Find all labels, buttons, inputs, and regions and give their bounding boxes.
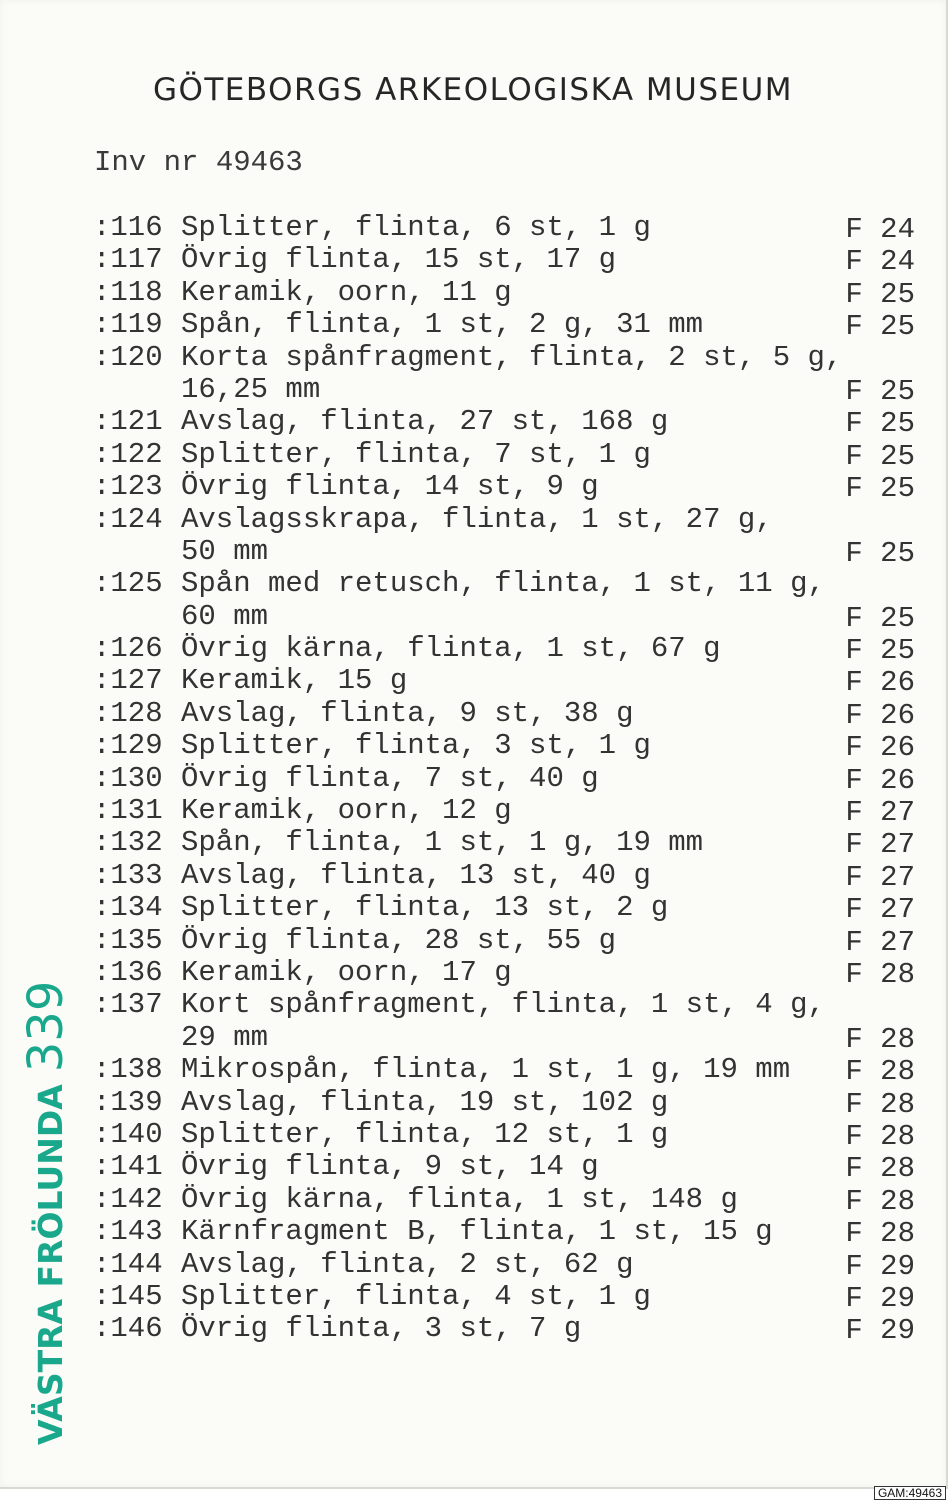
entry-description: Splitter, flinta, 13 st, 2 g — [181, 891, 669, 925]
entry-description: 60 mm — [181, 599, 269, 633]
entry-description: Avslag, flinta, 9 st, 38 g — [181, 696, 634, 730]
stamp-number: 339 — [18, 980, 74, 1073]
entry-description: Keramik, oorn, 17 g — [181, 955, 512, 989]
entry-number: :133 — [93, 858, 163, 892]
list-item — [93, 891, 923, 927]
entry-location: F 27 — [845, 828, 915, 862]
list-item — [93, 1281, 923, 1313]
list-item — [93, 277, 923, 309]
entry-location: F 27 — [845, 893, 915, 927]
entry-number: :128 — [93, 696, 163, 730]
list-item — [93, 243, 923, 279]
entry-location: F 29 — [845, 1281, 915, 1315]
entry-description: Avslag, flinta, 2 st, 62 g — [181, 1247, 634, 1281]
list-item — [93, 470, 923, 506]
list-item — [93, 212, 923, 244]
entry-number: :136 — [93, 955, 163, 989]
entry-description: Övrig kärna, flinta, 1 st, 148 g — [181, 1182, 738, 1216]
entry-description: Spån med retusch, flinta, 1 st, 11 g, — [181, 567, 825, 601]
entry-location: F 25 — [845, 310, 915, 344]
entry-description: 16,25 mm — [181, 372, 321, 406]
list-item — [93, 794, 923, 830]
entry-number: :144 — [93, 1247, 163, 1281]
entry-number: :131 — [93, 794, 163, 828]
entry-location: F 28 — [845, 957, 915, 991]
site-stamp — [18, 981, 74, 1445]
entry-description: Kärnfragment B, flinta, 1 st, 15 g — [181, 1215, 773, 1249]
entry-number: :122 — [93, 437, 163, 471]
entry-description: Avslagsskrapa, flinta, 1 st, 27 g, — [181, 502, 773, 536]
entry-number: :117 — [93, 243, 163, 277]
entry-location: F 28 — [845, 1152, 915, 1186]
entry-description: Mikrospån, flinta, 1 st, 1 g, 19 mm — [181, 1053, 791, 1087]
list-item — [93, 1150, 923, 1186]
entry-number: :145 — [93, 1279, 163, 1313]
entry-location: F 28 — [845, 1184, 915, 1218]
list-item — [93, 1312, 923, 1348]
list-item — [93, 989, 923, 1021]
list-item — [93, 504, 923, 536]
list-item — [93, 1184, 923, 1216]
entry-number: :116 — [93, 211, 163, 244]
entry-number: :121 — [93, 405, 163, 439]
entry-location: F 25 — [845, 601, 915, 635]
entry-description: Spån, flinta, 1 st, 2 g, 31 mm — [181, 308, 704, 342]
list-item — [93, 698, 923, 730]
entry-location: F 28 — [845, 1087, 915, 1121]
list-item — [93, 763, 923, 795]
entry-location: F 26 — [845, 731, 915, 765]
list-item — [93, 1022, 923, 1054]
entry-number: :134 — [93, 891, 163, 925]
entry-number: :123 — [93, 470, 163, 504]
entry-number: :119 — [93, 308, 163, 342]
list-item — [93, 664, 923, 700]
entry-number: :142 — [93, 1182, 163, 1216]
entry-location: F 25 — [845, 407, 915, 441]
entry-description: 50 mm — [181, 534, 269, 568]
list-item — [93, 1249, 923, 1281]
list-item — [93, 957, 923, 989]
list-item — [93, 536, 923, 568]
entry-location: F 28 — [845, 1055, 915, 1089]
entry-description: Keramik, 15 g — [181, 664, 408, 698]
entry-number: :135 — [93, 923, 163, 957]
entry-number: :118 — [93, 275, 163, 309]
entry-description: Splitter, flinta, 6 st, 1 g — [181, 211, 651, 244]
museum-heading: GÖTEBORGS ARKEOLOGISKA MUSEUM — [152, 72, 794, 108]
entry-number: :130 — [93, 761, 163, 795]
entry-description: Keramik, oorn, 12 g — [181, 794, 512, 828]
entry-description: Avslag, flinta, 27 st, 168 g — [181, 405, 669, 439]
entry-number: :141 — [93, 1150, 163, 1184]
entry-description: Övrig flinta, 14 st, 9 g — [181, 470, 599, 504]
list-item — [93, 1215, 923, 1251]
entry-location: F 25 — [845, 439, 915, 473]
entry-location: F 24 — [845, 245, 915, 279]
entry-location: F 28 — [845, 1119, 915, 1153]
entry-number: :120 — [93, 340, 163, 374]
list-item — [93, 405, 923, 441]
entry-location: F 25 — [845, 374, 915, 408]
entry-description: Övrig flinta, 9 st, 14 g — [181, 1150, 599, 1184]
list-item — [93, 601, 923, 633]
entry-number: :146 — [93, 1312, 163, 1346]
entry-description: Korta spånfragment, flinta, 2 st, 5 g, — [181, 340, 843, 374]
entry-number: :143 — [93, 1215, 163, 1249]
entry-description: Avslag, flinta, 19 st, 102 g — [181, 1085, 669, 1119]
entry-description: Splitter, flinta, 4 st, 1 g — [181, 1279, 651, 1313]
list-item — [93, 632, 923, 668]
inventory-number: Inv nr 49463 — [94, 146, 303, 179]
list-item — [93, 729, 923, 765]
entry-location: F 27 — [845, 925, 915, 959]
entry-number: :137 — [93, 988, 163, 1022]
entry-number: :140 — [93, 1117, 163, 1151]
entry-description: Övrig flinta, 15 st, 17 g — [181, 243, 617, 277]
list-item — [93, 374, 923, 406]
entry-number: :129 — [93, 729, 163, 763]
entry-description: Övrig kärna, flinta, 1 st, 67 g — [181, 632, 721, 666]
entry-description: Splitter, flinta, 12 st, 1 g — [181, 1117, 669, 1151]
list-item — [93, 342, 923, 374]
entry-description: 29 mm — [181, 1020, 269, 1054]
entry-number: :125 — [93, 567, 163, 601]
list-item — [93, 826, 923, 862]
list-item — [93, 1053, 923, 1089]
entry-description: Övrig flinta, 7 st, 40 g — [181, 761, 599, 795]
entry-number: :138 — [93, 1053, 163, 1087]
entry-number: :127 — [93, 664, 163, 698]
list-item — [93, 925, 923, 957]
entry-location: F 25 — [845, 472, 915, 506]
entry-description: Avslag, flinta, 13 st, 40 g — [181, 858, 651, 892]
entry-location: F 25 — [845, 277, 915, 311]
entry-description: Övrig flinta, 3 st, 7 g — [181, 1312, 582, 1346]
entry-location: F 28 — [845, 1022, 915, 1056]
entry-description: Kort spånfragment, flinta, 1 st, 4 g, — [181, 988, 825, 1022]
list-item — [93, 1119, 923, 1151]
archive-id-label: GAM:49463 — [874, 1486, 946, 1500]
entry-location: F 25 — [845, 634, 915, 668]
entry-number: :132 — [93, 826, 163, 860]
entry-number: :139 — [93, 1085, 163, 1119]
entry-description: Splitter, flinta, 3 st, 1 g — [181, 729, 651, 763]
list-item — [93, 568, 923, 600]
entry-description: Splitter, flinta, 7 st, 1 g — [181, 437, 651, 471]
entry-list — [93, 212, 923, 1346]
entry-description: Spån, flinta, 1 st, 1 g, 19 mm — [181, 826, 704, 860]
entry-description: Övrig flinta, 28 st, 55 g — [181, 923, 617, 957]
list-item — [93, 860, 923, 892]
list-item — [93, 308, 923, 344]
entry-number: :124 — [93, 502, 163, 536]
entry-location: F 27 — [845, 860, 915, 894]
entry-location: F 28 — [845, 1217, 915, 1251]
entry-location: F 29 — [845, 1314, 915, 1348]
entry-location: F 26 — [845, 666, 915, 700]
list-item — [93, 1087, 923, 1119]
entry-location: F 24 — [845, 213, 915, 246]
entry-location: F 25 — [845, 536, 915, 570]
entry-location: F 26 — [845, 698, 915, 732]
entry-location: F 26 — [845, 763, 915, 797]
entry-location: F 29 — [845, 1249, 915, 1283]
entry-number: :126 — [93, 632, 163, 666]
stamp-site-name: VÄSTRA FRÖLUNDA — [31, 1084, 70, 1445]
list-item — [93, 439, 923, 471]
entry-location: F 27 — [845, 796, 915, 830]
entry-description: Keramik, oorn, 11 g — [181, 275, 512, 309]
